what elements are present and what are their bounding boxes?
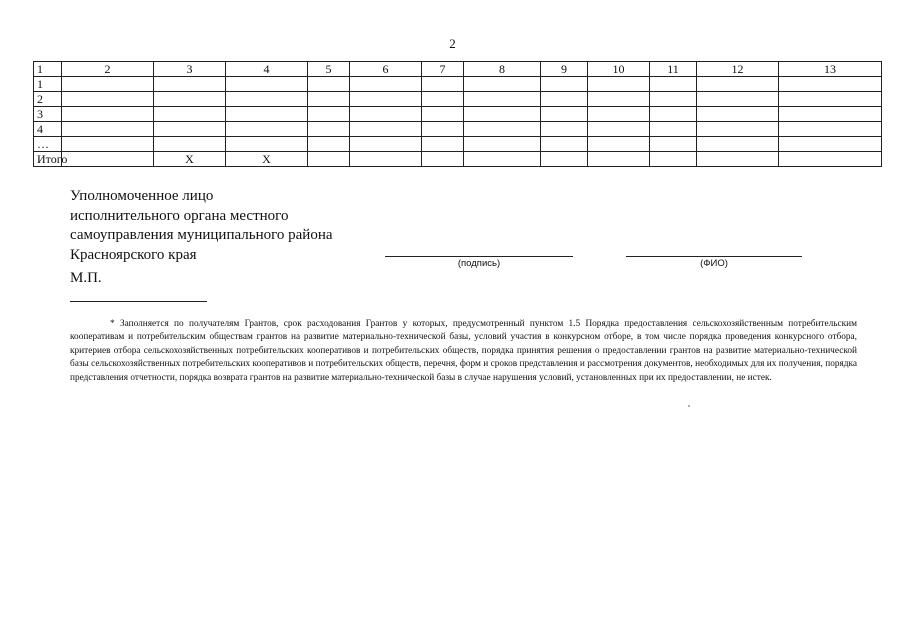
column-header: 4 [226, 62, 308, 77]
table-cell [588, 92, 650, 107]
table-cell [588, 77, 650, 92]
table-cell [464, 137, 541, 152]
table-cell [226, 77, 308, 92]
table-cell [154, 137, 226, 152]
table-cell [62, 137, 154, 152]
table-cell [62, 92, 154, 107]
table-cell: … [34, 137, 62, 152]
table-row [34, 137, 882, 152]
table-cell [650, 92, 697, 107]
table-cell [541, 77, 588, 92]
table-cell [226, 122, 308, 137]
column-header: 6 [350, 62, 422, 77]
column-header: 12 [697, 62, 779, 77]
table-cell [779, 137, 882, 152]
table-cell: 2 [34, 92, 62, 107]
table-cell [588, 152, 650, 167]
table-cell [697, 77, 779, 92]
table-cell [779, 92, 882, 107]
table-cell [422, 122, 464, 137]
table-cell [464, 77, 541, 92]
table-cell [650, 107, 697, 122]
table-cell [62, 107, 154, 122]
table-cell [308, 137, 350, 152]
table-cell [541, 107, 588, 122]
table-cell [62, 122, 154, 137]
footnote-text: * Заполняется по получателям Грантов, срок расходования Грантов у которых, предусмотренный пунктом 1.5 Порядка предоставления сельскохозяйственным потребительским кооперативам и потребительским обществам грантов на развитие материально-технической базы, условий участия в конкурсном отборе, в том числе порядка проведения конкурсного отбора, критериев отбора сельскохозяйственных потребительских кооперативов и потребительских обществ, порядка принятия решения о предоставлении грантов на развитие материально-технической базы сельскохозяйственных потребительских кооперативов и потребительских обществ, перечня, форм и сроков представления и рассмотрения документов, необходимых для их получения, порядка представления отчетности, порядка возврата грантов на развитие материально-технической базы в случае нарушения условий, установленных при их предоставлении, не истек. [70, 319, 857, 383]
table-cell [541, 122, 588, 137]
table-cell [350, 122, 422, 137]
table-cell [779, 77, 882, 92]
column-header: 11 [650, 62, 697, 77]
table-cell [226, 137, 308, 152]
table-cell [779, 122, 882, 137]
signature-field [385, 256, 573, 269]
table-cell [154, 122, 226, 137]
table-cell [226, 107, 308, 122]
table-cell [422, 152, 464, 167]
table-cell [541, 92, 588, 107]
column-header: 5 [308, 62, 350, 77]
table-cell: Итого [34, 152, 62, 167]
table-cell [154, 77, 226, 92]
page-number: 2 [449, 36, 456, 51]
table-cell [650, 152, 697, 167]
table-cell [779, 107, 882, 122]
table-cell: 3 [34, 107, 62, 122]
table-row [34, 107, 882, 122]
table-cell: X [154, 152, 226, 167]
table-cell: 1 [34, 77, 62, 92]
table-cell [464, 92, 541, 107]
table-cell [588, 137, 650, 152]
table-cell [308, 92, 350, 107]
authorized-person-line: самоуправления муниципального района [70, 227, 333, 243]
table-cell [62, 152, 154, 167]
table-cell [422, 137, 464, 152]
table-cell: X [226, 152, 308, 167]
authorized-person-line: Красноярского края [70, 246, 197, 263]
authorized-person-line: исполнительного органа местного [70, 207, 289, 224]
table-cell [154, 92, 226, 107]
table-cell [154, 107, 226, 122]
table-cell [697, 107, 779, 122]
table-cell [308, 77, 350, 92]
table-cell [308, 122, 350, 137]
table-row [34, 122, 882, 137]
table-cell [350, 152, 422, 167]
table-cell [226, 92, 308, 107]
table-cell [697, 92, 779, 107]
table-cell [697, 137, 779, 152]
full-name-field [626, 256, 802, 269]
column-header: 3 [154, 62, 226, 77]
report-table [33, 61, 882, 167]
table-cell [697, 122, 779, 137]
table-cell [464, 152, 541, 167]
table-cell [541, 152, 588, 167]
table-cell [588, 107, 650, 122]
full-name-caption: (ФИО) [700, 258, 728, 269]
table-cell [422, 107, 464, 122]
column-header: 8 [464, 62, 541, 77]
authorized-person-block [70, 187, 333, 265]
scan-speck [688, 405, 690, 407]
signature-caption: (подпись) [457, 258, 501, 269]
footnote-divider [70, 301, 207, 302]
table-cell [350, 77, 422, 92]
table-cell [350, 137, 422, 152]
column-header: 7 [422, 62, 464, 77]
table-cell [422, 77, 464, 92]
table-cell [308, 152, 350, 167]
table-cell [650, 137, 697, 152]
table-cell [350, 107, 422, 122]
column-header: 2 [62, 62, 154, 77]
table-cell [650, 122, 697, 137]
authorized-person-line: Уполномоченное лицо [70, 188, 214, 204]
stamp-place-label: М.П. [70, 270, 102, 286]
column-header: 9 [541, 62, 588, 77]
column-header: 13 [779, 62, 882, 77]
table-cell [464, 122, 541, 137]
column-header: 10 [588, 62, 650, 77]
table-cell [422, 92, 464, 107]
table-row [34, 152, 882, 167]
table-cell [650, 77, 697, 92]
table-cell [588, 122, 650, 137]
table-cell [308, 107, 350, 122]
table-row [34, 77, 882, 92]
table-cell [62, 77, 154, 92]
table-cell [350, 92, 422, 107]
table-cell: 4 [34, 122, 62, 137]
column-header: 1 [34, 62, 62, 77]
table-header-row [34, 62, 882, 77]
table-cell [697, 152, 779, 167]
table-row [34, 92, 882, 107]
table-cell [779, 152, 882, 167]
table-cell [541, 137, 588, 152]
table-cell [464, 107, 541, 122]
